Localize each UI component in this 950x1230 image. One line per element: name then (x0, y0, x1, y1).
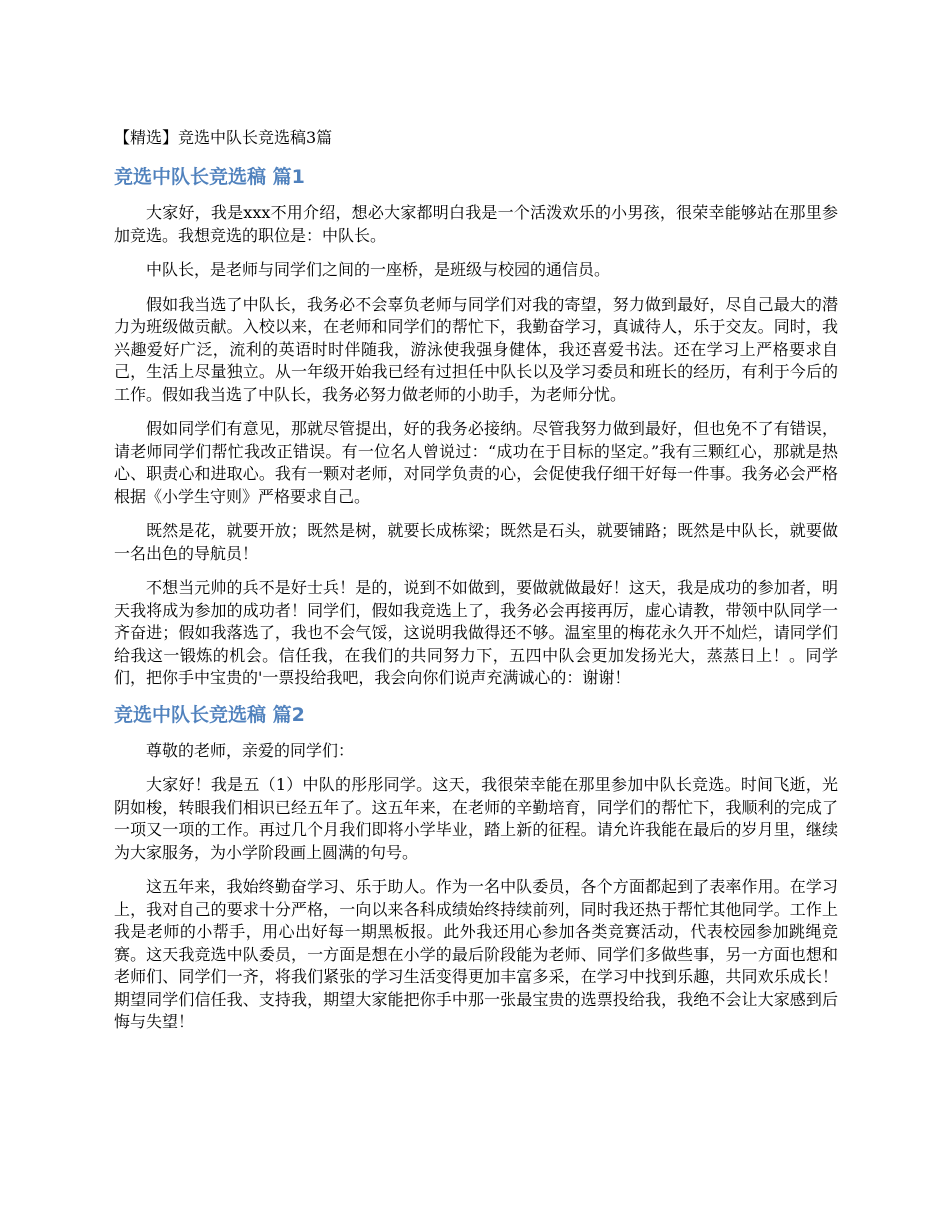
paragraph: 不想当元帅的兵不是好士兵！是的，说到不如做到，要做就做最好！这天，我是成功的参加者，明天我将成为参加的成功者！同学们，假如我竞选上了，我务必会再接再厉，虚心请教，带领中队同学一齐奋进；假如我落选了，我也不会气馁，这说明我做得还不够。温室里的梅花永久开不灿烂，请同学们给我这一锻炼的机会。信任我，在我们的共同努力下，五四中队会更加发扬光大，蒸蒸日上！。同学们，把你手中宝贵的'一票投给我吧，我会向你们说声充满诚心的：谢谢！ (114, 578, 838, 687)
paragraph: 尊敬的老师，亲爱的同学们： (146, 740, 355, 760)
section-2 (114, 702, 838, 1034)
paragraph: 这五年来，我始终勤奋学习、乐于助人。作为一名中队委员，各个方面都起到了表率作用。在学习上，我对自己的要求十分严格，一向以来各科成绩始终持续前列，同时我还热于帮忙其他同学。工作上我是老师的小帮手，用心出好每一期黑板报。此外我还用心参加各类竞赛活动，代表校园参加跳绳竞赛。这天我竞选中队委员，一方面是想在小学的最后阶段能为老师、同学们多做些事，另一方面也想和老师们、同学们一齐，将我们紧张的学习生活变得更加丰富多采，在学习中找到乐趣，共同欢乐成长！期望同学们信任我、支持我，期望大家能把你手中那一张最宝贵的选票投给我，我绝不会让大家感到后悔与失望！ (114, 877, 838, 1031)
document-page (114, 126, 838, 1046)
paragraph: 假如同学们有意见，那就尽管提出，好的我务必接纳。尽管我努力做到最好，但也免不了有错误，请老师同学们帮忙我改正错误。有一位名人曾说过：“成功在于目标的坚定。”我有三颗红心，那就是热心、职责心和进取心。我有一颗对老师，对同学负责的心，会促使我仔细干好每一件事。我务必会严格根据《小学生守则》严格要求自己。 (114, 419, 838, 506)
paragraph: 大家好！我是五（1）中队的彤彤同学。这天，我很荣幸能在那里参加中队长竞选。时间飞逝，光阴如梭，转眼我们相识已经五年了。这五年来，在老师的辛勤培育，同学们的帮忙下，我顺利的完成了一项又一项的工作。再过几个月我们即将小学毕业，踏上新的征程。请允许我能在最后的岁月里，继续为大家服务，为小学阶段画上圆满的句号。 (114, 775, 838, 862)
paragraph: 中队长，是老师与同学们之间的一座桥，是班级与校园的通信员。 (146, 260, 611, 279)
section-1 (114, 164, 838, 690)
section-heading: 竞选中队长竞选稿 篇1 (114, 166, 305, 188)
paragraph: 大家好，我是xxx不用介绍，想必大家都明白我是一个活泼欢乐的小男孩，很荣幸能够站在那里参加竞选。我想竞选的职位是：中队长。 (114, 203, 838, 245)
document-title: 【精选】竞选中队长竞选稿3篇 (114, 128, 333, 147)
section-heading: 竞选中队长竞选稿 篇2 (114, 703, 305, 726)
paragraph: 既然是花，就要开放；既然是树，就要长成栋梁；既然是石头，就要铺路；既然是中队长，就要做一名出色的导航员！ (114, 521, 838, 563)
paragraph: 假如我当选了中队长，我务必不会辜负老师与同学们对我的寄望，努力做到最好，尽自己最大的潜力为班级做贡献。入校以来，在老师和同学们的帮忙下，我勤奋学习，真诚待人，乐于交友。同时，我兴趣爱好广泛，流利的英语时时伴随我，游泳使我强身健体，我还喜爱书法。还在学习上严格要求自己，生活上尽量独立。从一年级开始我已经有过担任中队长以及学习委员和班长的经历，有利于今后的工作。假如我当选了中队长，我务必努力做老师的小助手，为老师分忧。 (114, 294, 838, 404)
